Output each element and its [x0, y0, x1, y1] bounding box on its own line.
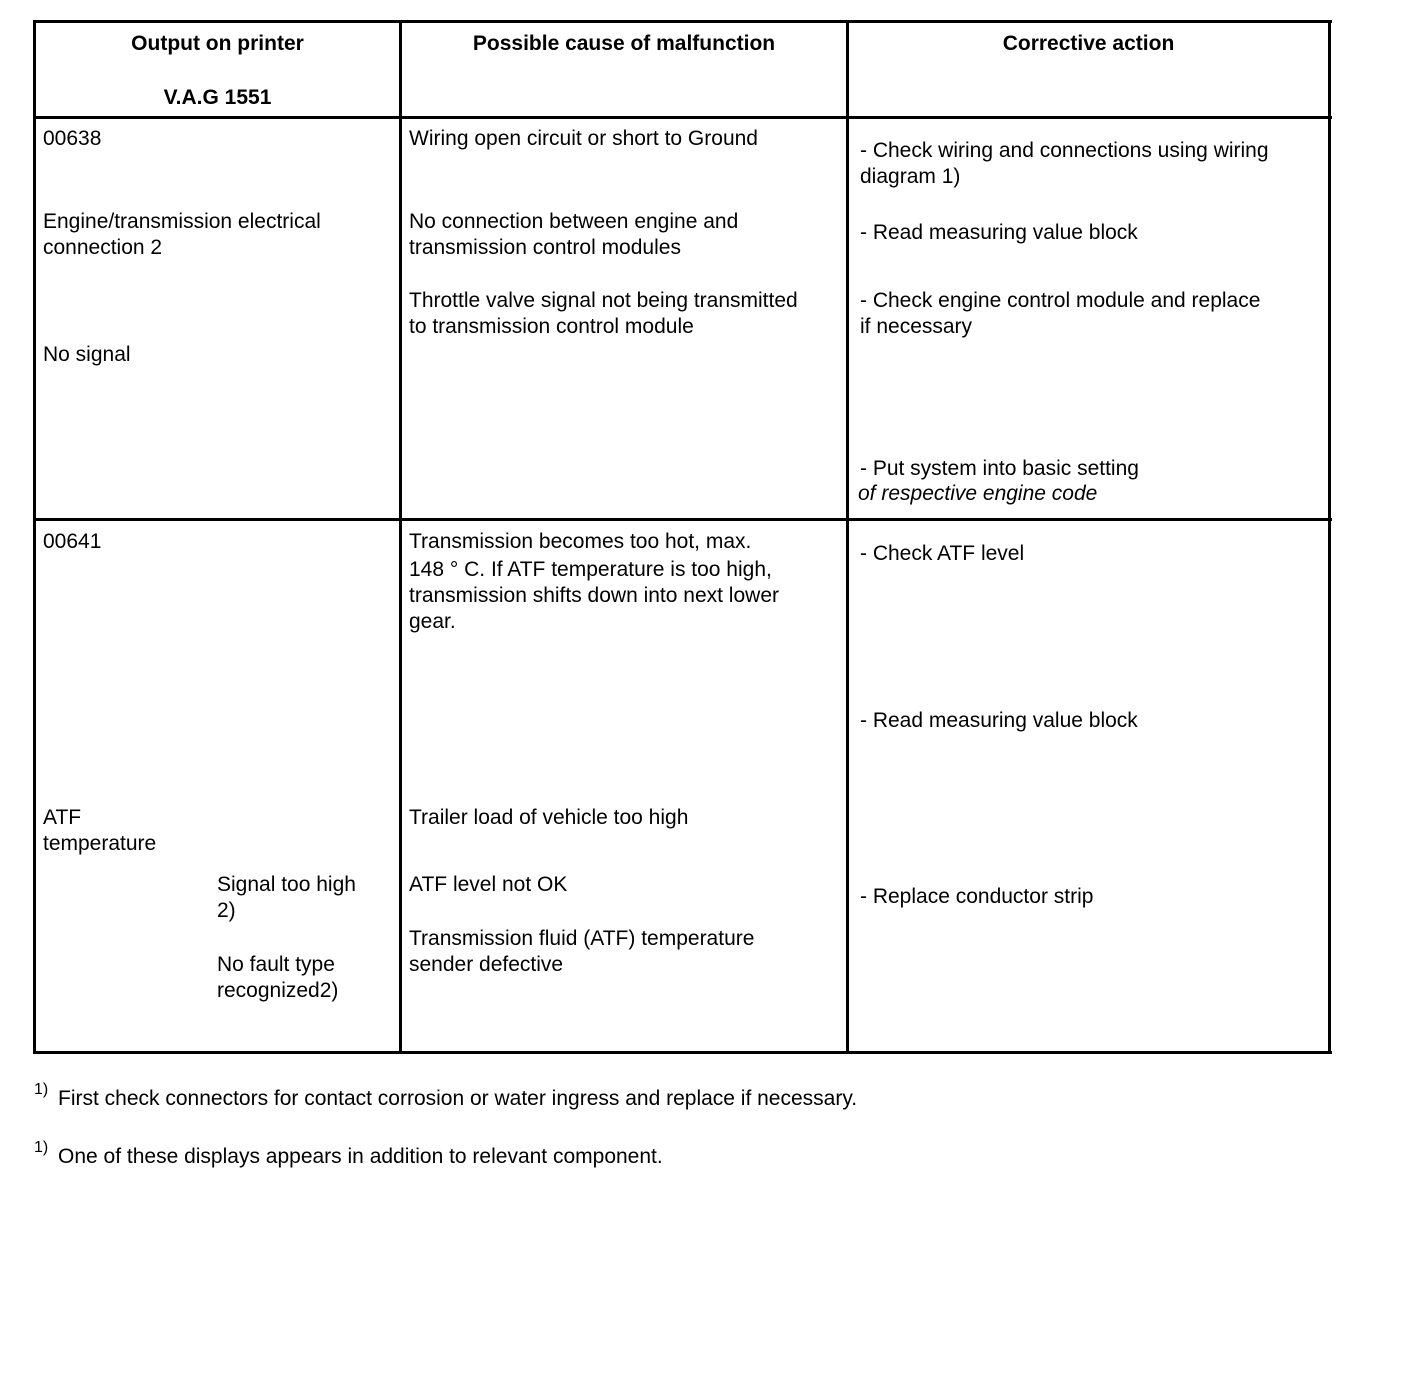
cause-text: No connection between engine and: [409, 210, 739, 233]
action-text: - Put system into basic setting: [860, 457, 1139, 480]
cause-text: 148 ° C. If ATF temperature is too high,: [409, 558, 772, 581]
row-divider: [33, 518, 1332, 521]
header-possible-cause: Possible cause of malfunction: [472, 32, 776, 55]
action-text: - Read measuring value block: [860, 221, 1138, 244]
header-corrective-action: Corrective action: [1002, 32, 1175, 55]
action-text: if necessary: [860, 315, 973, 338]
header-vag-1551: V.A.G 1551: [163, 86, 272, 109]
column-divider-1: [399, 20, 402, 1054]
cause-text: ATF level not OK: [409, 873, 568, 896]
action-text: - Replace conductor strip: [860, 885, 1094, 908]
fault-code-00641: 00641: [43, 530, 102, 553]
cause-text: Throttle valve signal not being transmitted: [409, 289, 798, 312]
fault-type-line2: 2): [217, 899, 236, 922]
cause-text: Transmission becomes too hot, max.: [409, 530, 752, 553]
cause-text: Trailer load of vehicle too high: [409, 806, 689, 829]
footnote-marker: 1): [34, 1139, 49, 1156]
action-text: diagram 1): [860, 165, 961, 188]
fault-type-line2: recognized2): [217, 979, 339, 1002]
cause-text: transmission shifts down into next lower: [409, 584, 779, 607]
header-output-on-printer: Output on printer: [131, 32, 304, 55]
cause-text: Transmission fluid (ATF) temperature: [409, 927, 755, 950]
cause-text: Wiring open circuit or short to Ground: [409, 127, 758, 150]
fault-type: No signal: [43, 343, 131, 366]
fault-type: No fault type: [217, 953, 335, 976]
footnote-text: One of these displays appears in addition to relevant component.: [58, 1145, 663, 1168]
cause-text: to transmission control module: [409, 315, 694, 338]
column-divider-2: [846, 20, 849, 1054]
footnote-text: First check connectors for contact corrosion or water ingress and replace if necessary.: [58, 1087, 858, 1110]
component-name: Engine/transmission electrical: [43, 210, 321, 233]
component-name-line2: connection 2: [43, 236, 163, 259]
action-text-italic: of respective engine code: [858, 482, 1098, 505]
action-text: - Read measuring value block: [860, 709, 1138, 732]
table-border-right: [1328, 20, 1331, 1054]
header-divider: [33, 116, 1332, 119]
action-text: - Check ATF level: [860, 542, 1025, 565]
action-text: - Check engine control module and replace: [860, 289, 1261, 312]
cause-text: gear.: [409, 610, 456, 633]
footnote-marker: 1): [34, 1081, 49, 1098]
table-border-left: [33, 20, 36, 1054]
fault-code-00638: 00638: [43, 127, 102, 150]
fault-type: Signal too high: [217, 873, 356, 896]
component-name-line2: temperature: [43, 832, 157, 855]
action-text: - Check wiring and connections using wiring: [860, 139, 1269, 162]
table-border-bottom: [33, 1051, 1332, 1054]
cause-text: sender defective: [409, 953, 564, 976]
component-name: ATF: [43, 806, 82, 829]
cause-text: transmission control modules: [409, 236, 681, 259]
table-border-top: [33, 20, 1332, 23]
